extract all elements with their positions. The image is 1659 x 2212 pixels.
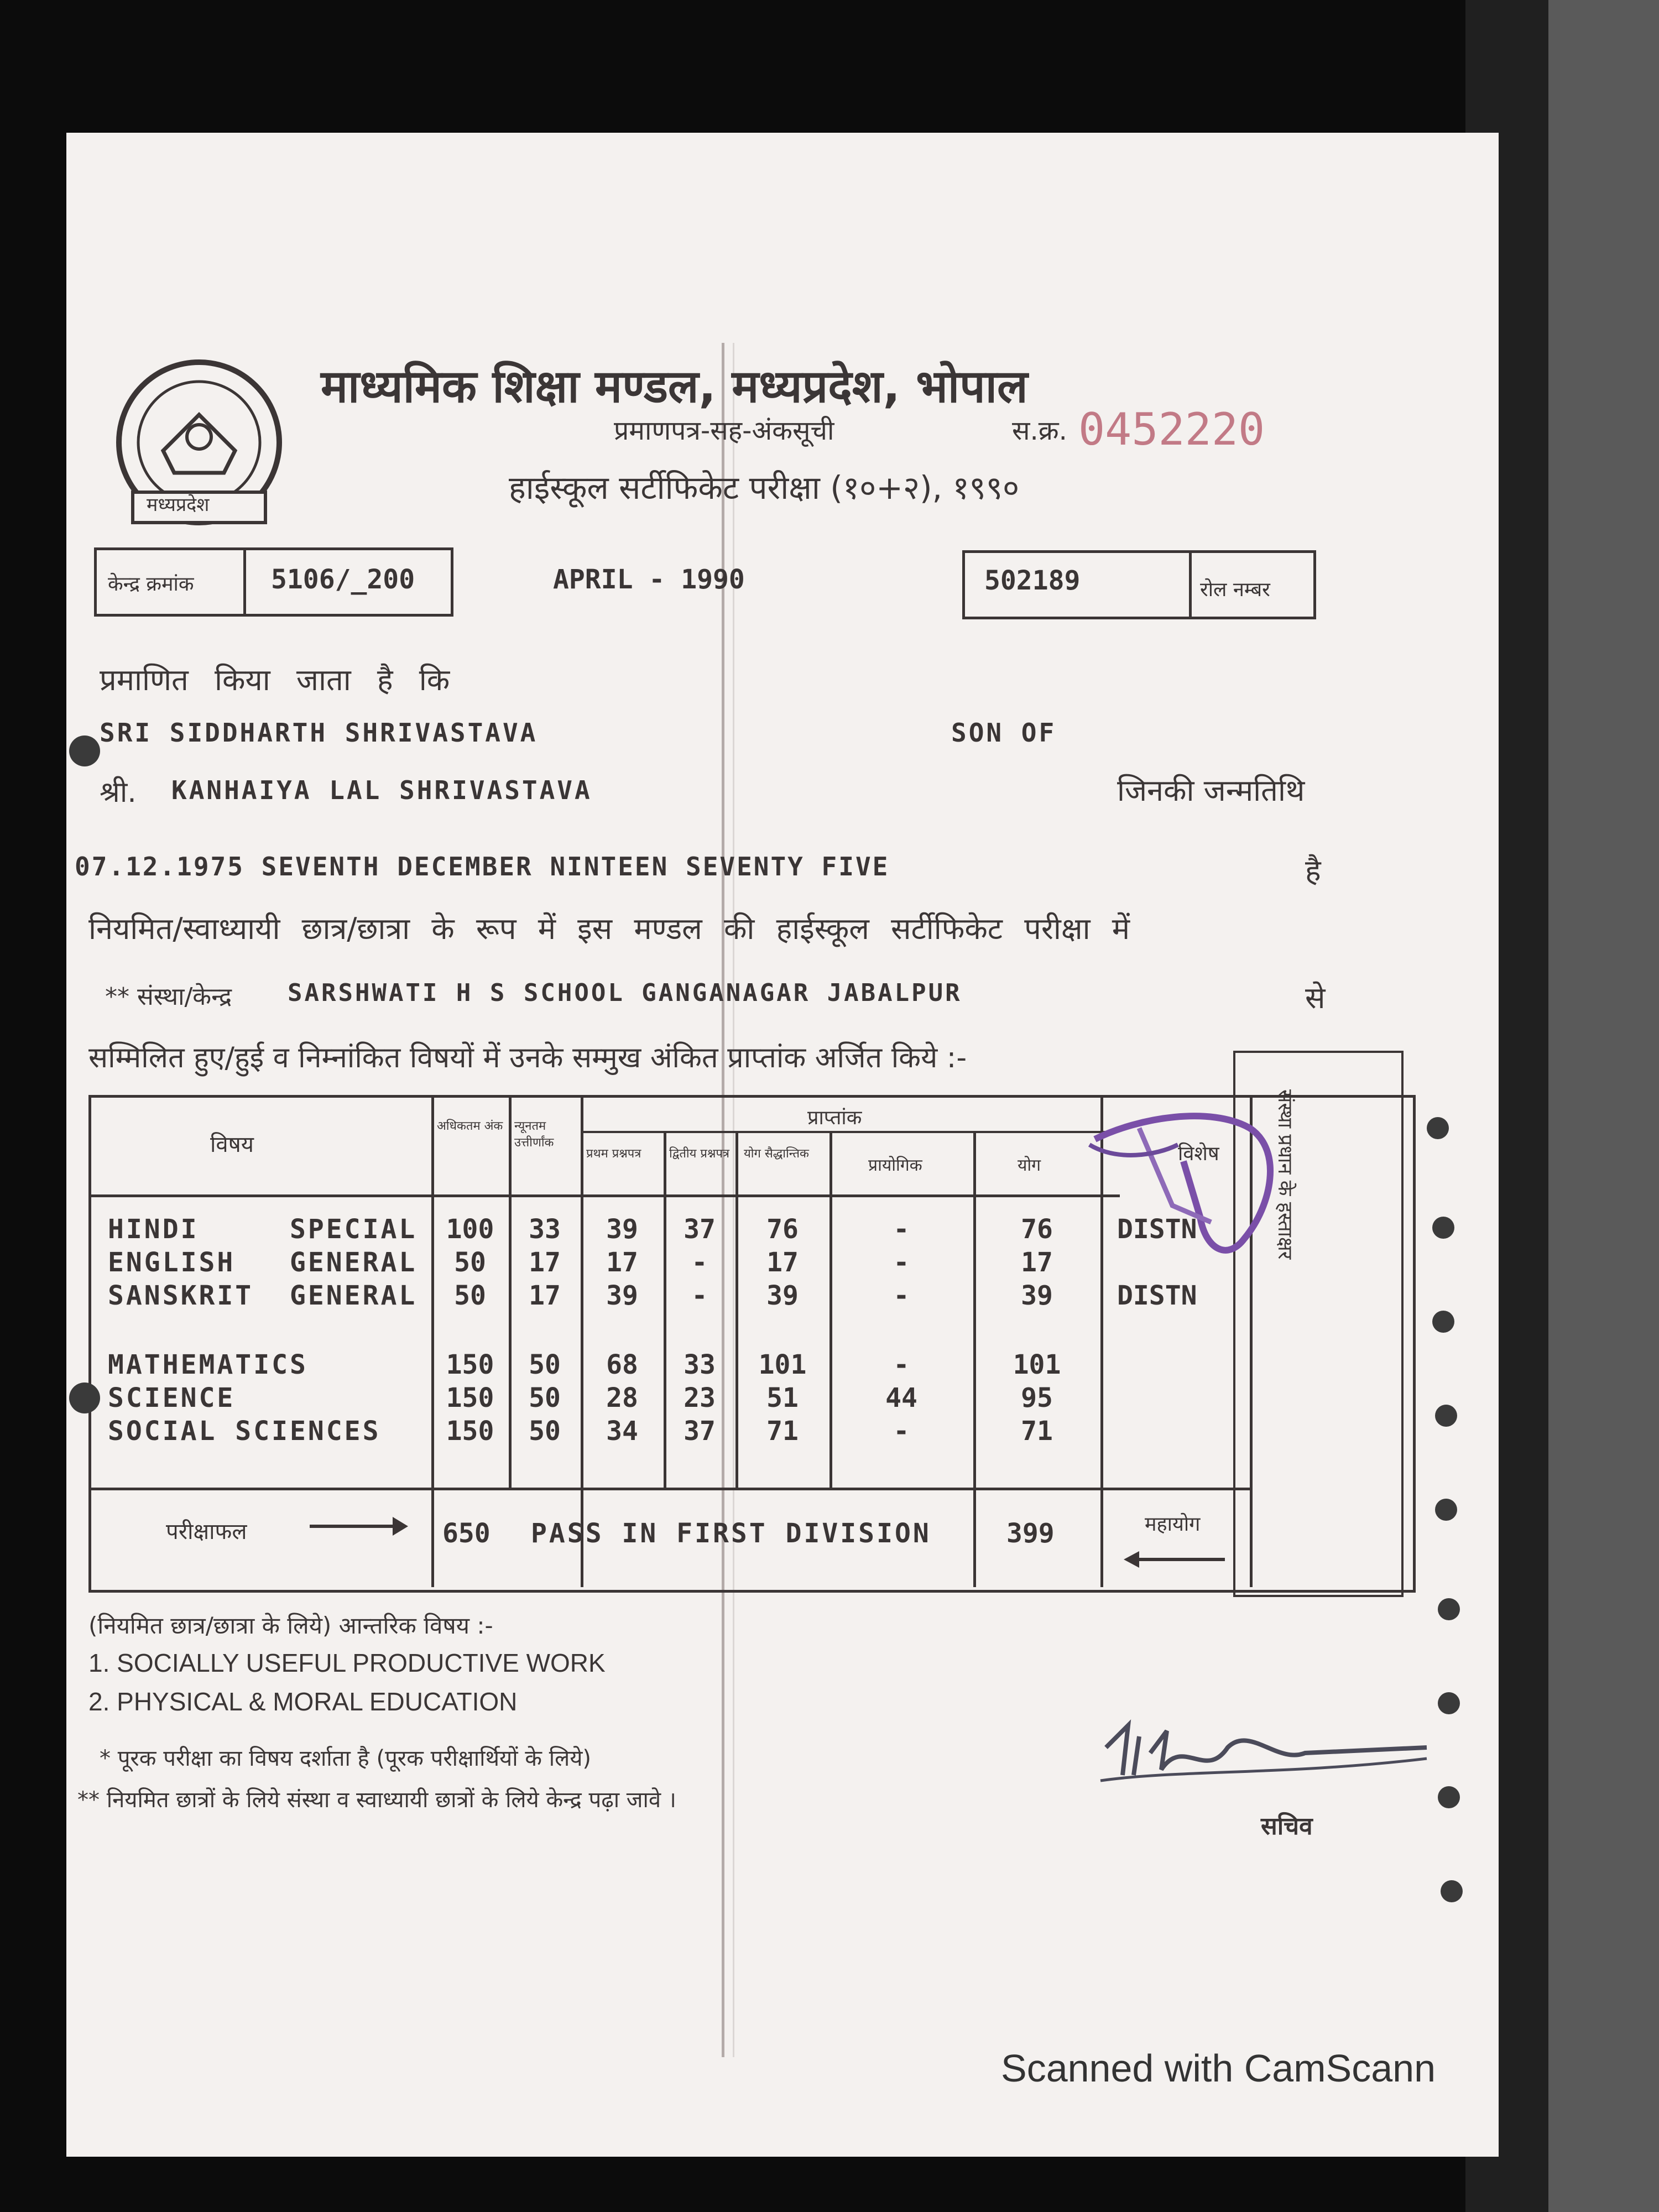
header-paper1: प्रथम प्रश्नपत्र: [586, 1147, 641, 1161]
cell-pr: -: [893, 1349, 910, 1380]
result-text: PASS IN FIRST DIVISION: [531, 1518, 931, 1549]
cell-tt: 17: [766, 1247, 799, 1278]
cell-p2: 23: [684, 1383, 716, 1413]
cell-tt: 51: [766, 1383, 799, 1413]
punch-hole: [1438, 1786, 1460, 1808]
max-total: 650: [442, 1518, 491, 1549]
punch-hole: [1432, 1311, 1454, 1333]
cell-min: 33: [529, 1214, 561, 1245]
header-total: योग: [1018, 1156, 1041, 1175]
obtained-rule: [581, 1131, 1106, 1133]
arrow-left-icon: [1123, 1548, 1228, 1571]
cell-pr: 44: [885, 1383, 917, 1413]
footnote-1: * पूरक परीक्षा का विषय दर्शाता है (पूरक परीक्षार्थियों के लिये): [100, 1746, 591, 1771]
institute-label: ** संस्था/केन्द्र: [105, 983, 232, 1011]
punch-hole: [1435, 1499, 1457, 1521]
cell-max: 100: [446, 1214, 494, 1245]
cell-tt: 76: [766, 1214, 799, 1245]
punch-hole: [1427, 1117, 1449, 1139]
cell-pr: -: [893, 1416, 910, 1447]
cell-tt: 71: [766, 1416, 799, 1447]
document-type: प्रमाणपत्र-सह-अंकसूची: [614, 415, 834, 446]
internal-subject-1: 1. SOCIALLY USEFUL PRODUCTIVE WORK: [88, 1648, 606, 1677]
internal-subjects-label: (नियमित छात्र/छात्रा के लिये) आन्तरिक विषय :-: [88, 1612, 493, 1639]
center-label: केन्द्र क्रमांक: [108, 573, 194, 596]
cell-subject: SOCIAL SCIENCES: [108, 1416, 381, 1447]
punch-hole: [1432, 1217, 1454, 1239]
cell-max: 150: [446, 1383, 494, 1413]
background-right: [1548, 0, 1659, 2212]
se-label: से: [1305, 980, 1326, 1015]
secretary-signature-icon: [1095, 1714, 1438, 1797]
header-special: विशेष: [1178, 1142, 1219, 1165]
cell-p1: 39: [606, 1214, 638, 1245]
header-practical: प्रायोगिक: [868, 1156, 922, 1175]
cell-total: 76: [1021, 1214, 1053, 1245]
punch-hole: [1438, 1692, 1460, 1714]
roll-number: 502189: [984, 565, 1081, 596]
table-header-rule: [91, 1194, 1120, 1197]
board-name: माध्यमिक शिक्षा मण्डल, मध्यप्रदेश, भोपाल: [321, 361, 1028, 413]
cell-p2: -: [691, 1280, 708, 1311]
punch-hole: [1438, 1598, 1460, 1620]
exam-session: APRIL - 1990: [553, 564, 745, 595]
grand-total-label: महायोग: [1145, 1513, 1201, 1536]
center-number: 5106/_200: [271, 564, 415, 595]
cell-subject: SANSKRIT GENERAL: [108, 1280, 418, 1311]
cell-min: 50: [529, 1349, 561, 1380]
cell-remark: DISTN: [1117, 1214, 1197, 1245]
seal-text: मध्यप्रदेश: [147, 494, 210, 516]
cell-max: 50: [454, 1280, 486, 1311]
father-name: KANHAIYA LAL SHRIVASTAVA: [171, 775, 592, 805]
header-theory-total: योग सैद्धान्तिक: [744, 1147, 809, 1161]
internal-subject-2: 2. PHYSICAL & MORAL EDUCATION: [88, 1687, 518, 1716]
student-name: SRI SIDDHARTH SHRIVASTAVA: [100, 718, 538, 748]
son-of: SON OF: [951, 718, 1057, 748]
footnote-2: ** नियमित छात्रों के लिये संस्था व स्वाध्यायी छात्रों के लिये केन्द्र पढ़ा जावे ।: [77, 1787, 676, 1813]
header-subject: विषय: [210, 1132, 254, 1157]
cell-max: 50: [454, 1247, 486, 1278]
certify-line: प्रमाणित किया जाता है कि: [100, 662, 450, 697]
cell-p2: 37: [684, 1214, 716, 1245]
appeared-line: सम्मिलित हुए/हुई व निम्नांकित विषयों में उनके सम्मुख अंकित प्राप्तांक अर्जित किये :-: [88, 1041, 967, 1074]
cell-subject: ENGLISH GENERAL: [108, 1247, 418, 1278]
cell-remark: DISTN: [1117, 1280, 1197, 1311]
serial-number: 0452220: [1078, 404, 1265, 455]
col-line: [431, 1098, 434, 1587]
cell-p1: 39: [606, 1280, 638, 1311]
cell-tt: 39: [766, 1280, 799, 1311]
side-signature-text: संस्था प्रधान के हस्ताक्षर: [1274, 1089, 1296, 1260]
cell-pr: -: [893, 1247, 910, 1278]
grand-total: 399: [1006, 1518, 1055, 1549]
cell-p2: -: [691, 1247, 708, 1278]
cell-subject: HINDI SPECIAL: [108, 1214, 418, 1245]
cell-min: 50: [529, 1416, 561, 1447]
arrow-right-icon: [310, 1512, 409, 1540]
cell-total: 39: [1021, 1280, 1053, 1311]
cell-total: 101: [1013, 1349, 1061, 1380]
cell-total: 17: [1021, 1247, 1053, 1278]
cell-max: 150: [446, 1349, 494, 1380]
cell-min: 50: [529, 1383, 561, 1413]
cell-subject: MATHEMATICS: [108, 1349, 308, 1380]
cell-total: 95: [1021, 1383, 1053, 1413]
regular-line: नियमित/स्वाध्यायी छात्र/छात्रा के रूप में इस मण्डल की हाईस्कूल सर्टीफिकेट परीक्षा में: [88, 911, 1130, 946]
camscanner-watermark: Scanned with CamScann: [1001, 2047, 1436, 2090]
cell-pr: -: [893, 1214, 910, 1245]
header-paper2: द्वितीय प्रश्नपत्र: [669, 1147, 730, 1161]
punch-hole: [69, 1383, 100, 1413]
date-of-birth: 07.12.1975 SEVENTH DECEMBER NINTEEN SEVENTY FIVE: [75, 852, 890, 881]
hai-label: है: [1305, 853, 1321, 888]
result-label: परीक्षाफल: [166, 1519, 247, 1545]
header-max: अधिकतम अंक: [437, 1119, 503, 1133]
cell-p1: 68: [606, 1349, 638, 1380]
punch-hole: [69, 735, 100, 766]
col-line: [581, 1098, 583, 1587]
exam-name: हाईस्कूल सर्टीफिकेट परीक्षा (१०+२), १९९०: [509, 469, 1020, 507]
cell-max: 150: [446, 1416, 494, 1447]
header-obtained: प्राप्तांक: [807, 1107, 862, 1129]
cell-p2: 37: [684, 1416, 716, 1447]
cell-p1: 17: [606, 1247, 638, 1278]
header-min: न्यूनतम उत्तीर्णांक: [514, 1119, 554, 1150]
shri-label: श्री.: [100, 776, 137, 809]
cell-tt: 101: [758, 1349, 807, 1380]
cell-p2: 33: [684, 1349, 716, 1380]
cell-p1: 28: [606, 1383, 638, 1413]
serial-label: स.क्र.: [1012, 415, 1067, 446]
certificate-sheet: [66, 133, 1499, 2157]
table-result-rule: [91, 1488, 1253, 1490]
center-box-divider: [243, 547, 246, 617]
cell-subject: SCIENCE: [108, 1383, 236, 1413]
cell-p1: 34: [606, 1416, 638, 1447]
dob-label: जिनकी जन्मतिथि: [1117, 773, 1305, 808]
institute-name: SARSHWATI H S SCHOOL GANGANAGAR JABALPUR: [288, 979, 962, 1007]
cell-total: 71: [1021, 1416, 1053, 1447]
punch-hole: [1435, 1405, 1457, 1427]
cell-pr: -: [893, 1280, 910, 1311]
stamp-icon: [1073, 1095, 1305, 1383]
cell-min: 17: [529, 1247, 561, 1278]
cell-min: 17: [529, 1280, 561, 1311]
roll-box-divider: [1189, 550, 1192, 619]
roll-label: रोल नम्बर: [1200, 578, 1270, 601]
punch-hole: [1441, 1880, 1463, 1902]
secretary-label: सचिव: [1261, 1812, 1313, 1840]
